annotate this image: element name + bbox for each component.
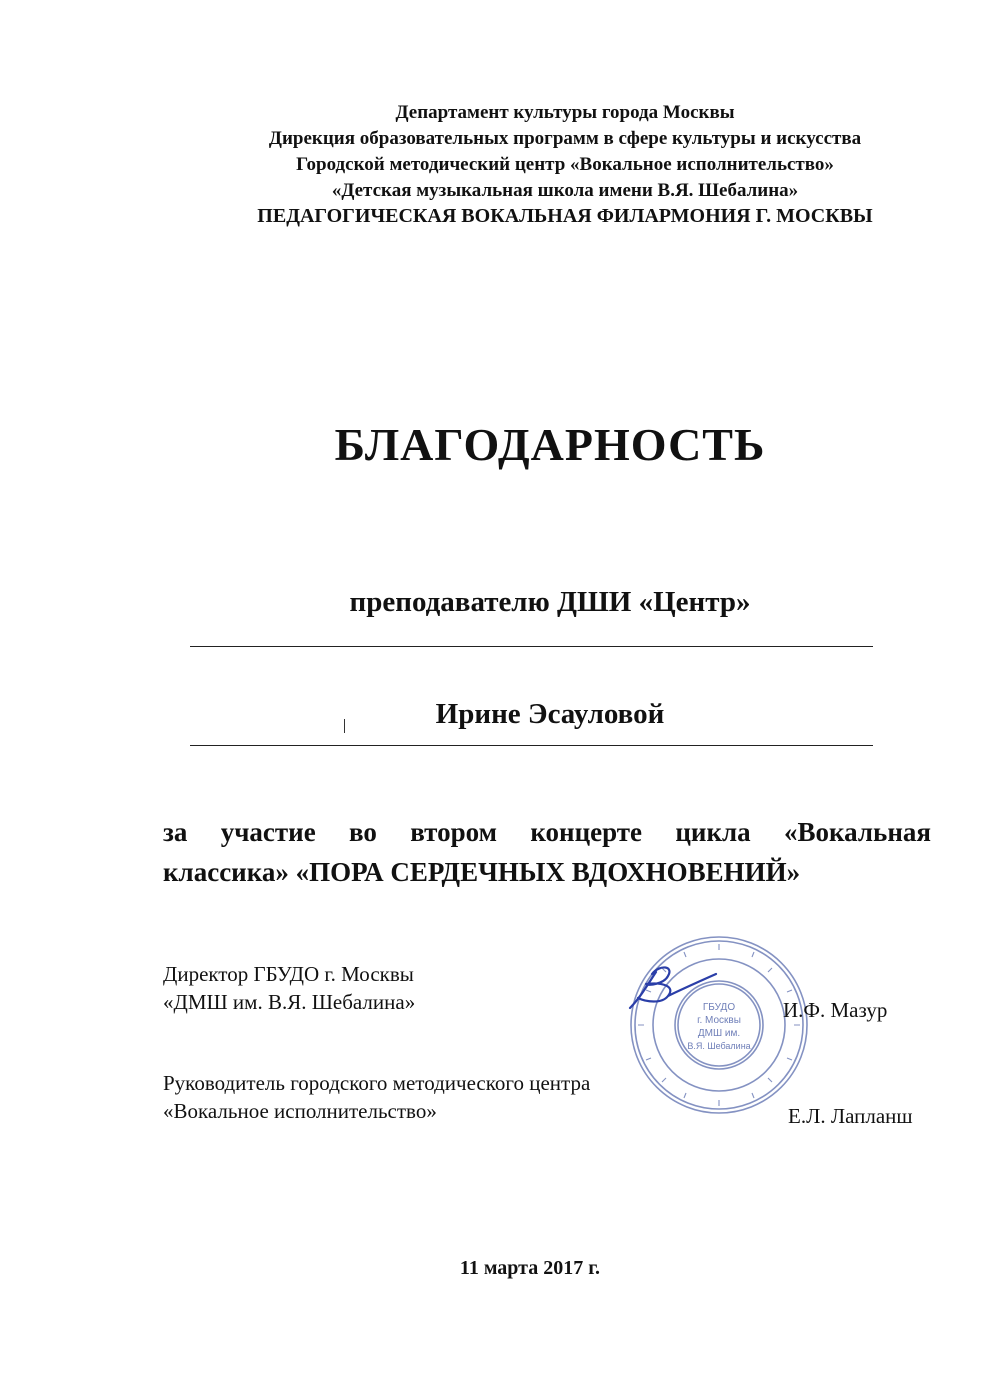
head-title-line-2: «Вокальное исполнительство»: [163, 1099, 437, 1123]
underline-rule: [190, 745, 873, 746]
stamp-line-1: ГБУДО: [702, 1002, 736, 1013]
stamp-line-3: ДМШ им.: [697, 1028, 741, 1039]
header-line-3: Городской методический центр «Вокальное исполнительство»: [296, 154, 834, 175]
head-title-line-1: Руководитель городского методического центра: [163, 1071, 591, 1095]
reason-word: за: [163, 817, 188, 847]
recipient-name: Ирине Эсауловой: [435, 698, 665, 730]
director-title-line-2: «ДМШ им. В.Я. Шебалина»: [163, 990, 416, 1014]
recipient-position: преподавателю ДШИ «Центр»: [349, 586, 751, 618]
reason-word: цикла: [675, 817, 751, 847]
stamp-line-2: г. Москвы: [697, 1015, 741, 1026]
header-line-1: Департамент культуры города Москвы: [395, 102, 735, 123]
director-name: И.Ф. Мазур: [783, 998, 888, 1022]
head-title: [163, 1069, 590, 1125]
reason-line-2: классика» «ПОРА СЕРДЕЧНЫХ ВДОХНОВЕНИЙ»: [163, 857, 801, 887]
reason-word: концерте: [530, 817, 643, 847]
handwritten-signature: [618, 958, 728, 1018]
header-line-4: «Детская музыкальная школа имени В.Я. Шебалина»: [331, 180, 799, 201]
director-title-line-1: Директор ГБУДО г. Москвы: [163, 962, 414, 986]
reason-word: во: [349, 817, 377, 847]
header-line-5: ПЕДАГОГИЧЕСКАЯ ВОКАЛЬНАЯ ФИЛАРМОНИЯ Г. МОСКВЫ: [257, 205, 873, 227]
reason-line-1: [163, 812, 931, 852]
document-title: БЛАГОДАРНОСТЬ: [334, 419, 766, 470]
director-title: [163, 960, 415, 1016]
document-date: 11 марта 2017 г.: [459, 1257, 601, 1279]
reason-text: [163, 812, 931, 892]
underline-rule: [190, 646, 873, 647]
stamp-line-4: В.Я. Шебалина: [687, 1041, 751, 1051]
reason-word: участие: [220, 817, 316, 847]
stray-mark: [344, 719, 345, 733]
reason-word: втором: [410, 817, 497, 847]
header-line-2: Дирекция образовательных программ в сфере культуры и искусства: [268, 128, 862, 149]
head-name: Е.Л. Лапланш: [788, 1104, 913, 1128]
reason-word: «Вокальная: [784, 817, 931, 847]
